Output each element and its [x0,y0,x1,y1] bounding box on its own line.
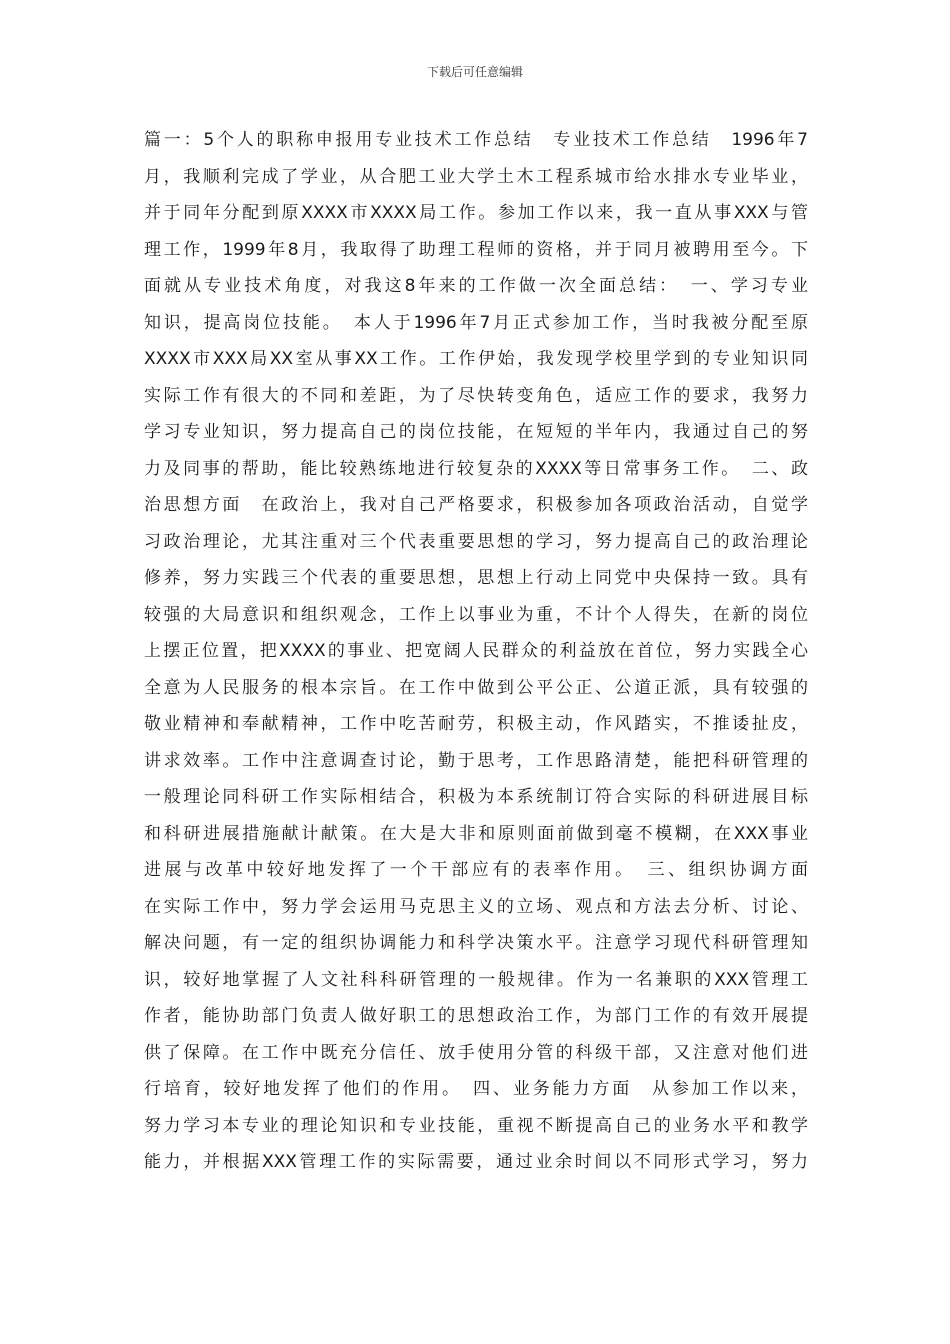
body-line: XXXX市XXX局XX室从事XX工作。工作伊始，我发现学校里学到的专业知识同 [144,349,808,369]
body-line: 上摆正位置，把XXXX的事业、把宽阔人民群众的利益放在首位，努力实践全心 [144,641,808,661]
body-line: 习政治理论，尤其注重对三个代表重要思想的学习，努力提高自己的政治理论 [144,531,808,552]
body-line: 实际工作有很大的不同和差距，为了尽快转变角色，适应工作的要求，我努力 [144,385,808,406]
body-line: 学习专业知识，努力提高自己的岗位技能，在短短的半年内，我通过自己的努 [144,422,808,442]
body-line: 治思想方面 在政治上，我对自己严格要求，积极参加各项政治活动，自觉学 [144,495,808,515]
body-line: 能力，并根据XXX管理工作的实际需要，通过业余时间以不同形式学习，努力 [144,1152,808,1172]
body-line: 在实际工作中，努力学会运用马克思主义的立场、观点和方法去分析、讨论、 [144,896,808,917]
body-line: 较强的大局意识和组织观念，工作上以事业为重，不计个人得失，在新的岗位 [144,604,808,625]
body-line: 面就从专业技术角度，对我这8年来的工作做一次全面总结： 一、学习专业 [144,276,808,296]
body-line: 解决问题，有一定的组织协调能力和科学决策水平。注意学习现代科研管理知 [144,933,808,953]
body-line: 篇一：5个人的职称申报用专业技术工作总结 专业技术工作总结 1996年7 [144,130,808,150]
header-text: 下载后可任意编辑 [426,65,523,79]
body-line: 讲求效率。工作中注意调查讨论，勤于思考，工作思路清楚，能把科研管理的 [144,750,808,771]
body-line: 理工作，1999年8月，我取得了助理工程师的资格，并于同月被聘用至今。下 [144,239,808,260]
body-line: 月，我顺利完成了学业，从合肥工业大学土木工程系城市给水排水专业毕业， [144,166,808,187]
body-line: 作者，能协助部门负责人做好职工的思想政治工作，为部门工作的有效开展提 [144,1006,808,1026]
body-line: 进展与改革中较好地发挥了一个干部应有的表率作用。 三、组织协调方面 [144,860,808,880]
body-line: 一般理论同科研工作实际相结合，积极为本系统制订符合实际的科研进展目标 [144,787,808,807]
document-body [144,122,808,1181]
body-line: 识，较好地掌握了人文社科科研管理的一般规律。作为一名兼职的XXX管理工 [144,969,808,990]
body-line: 行培育，较好地发挥了他们的作用。 四、业务能力方面 从参加工作以来， [144,1079,808,1099]
body-line: 努力学习本专业的理论知识和专业技能，重视不断提高自己的业务水平和教学 [144,1115,808,1136]
body-line: 知识，提高岗位技能。 本人于1996年7月正式参加工作，当时我被分配至原 [144,312,808,333]
body-line: 敬业精神和奉献精神，工作中吃苦耐劳，积极主动，作风踏实，不推诿扯皮， [144,714,808,734]
body-line: 修养，努力实践三个代表的重要思想，思想上行动上同党中央保持一致。具有 [144,568,808,588]
body-line: 全意为人民服务的根本宗旨。在工作中做到公平公正、公道正派，具有较强的 [144,677,808,698]
body-line: 和科研进展措施献计献策。在大是大非和原则面前做到毫不模糊，在XXX事业 [144,823,808,844]
page-header [0,64,950,80]
body-line: 供了保障。在工作中既充分信任、放手使用分管的科级干部，又注意对他们进 [144,1042,808,1063]
body-line: 并于同年分配到原XXXX市XXXX局工作。参加工作以来，我一直从事XXX与管 [144,203,808,223]
body-line: 力及同事的帮助，能比较熟练地进行较复杂的XXXX等日常事务工作。 二、政 [144,458,808,479]
